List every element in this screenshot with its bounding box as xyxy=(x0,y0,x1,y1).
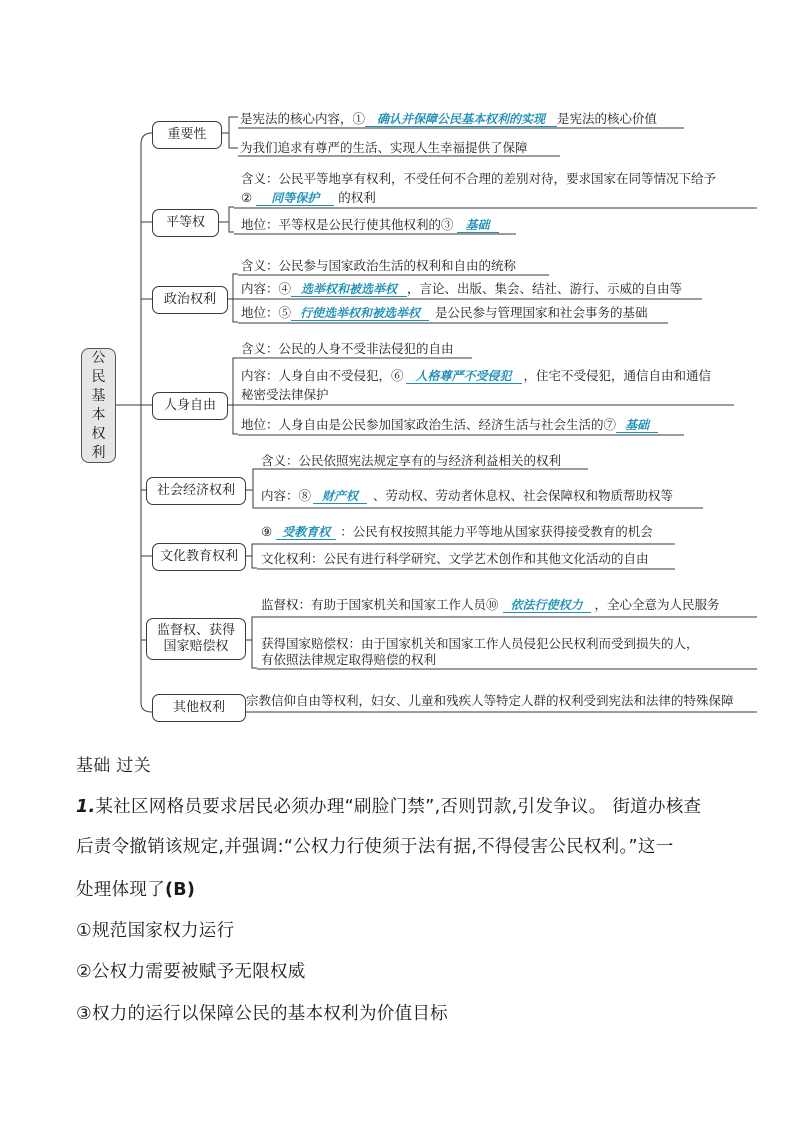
supervision-line-2: 获得国家赔偿权：由于国家机关和国家工作人员侵犯公民权利而受到损失的人， xyxy=(261,636,699,651)
answer-4: 选举权和被选举权 xyxy=(291,283,407,297)
node-culture xyxy=(152,543,246,571)
other-line-1: 宗教信仰自由等权利，妇女、儿童和残疾人等特定人群的权利受到宪法和法律的特殊保障 xyxy=(246,693,734,708)
node-social-label: 社会经济权利 xyxy=(156,483,235,498)
political-line-2: 内容：④ 选举权和被选举权 ，言论、出版、集会、结社、游行、示威的自由等 xyxy=(241,281,683,296)
node-political-label: 政治权利 xyxy=(163,292,216,307)
node-culture-label: 文化教育权利 xyxy=(159,549,238,564)
equality-line-3: 地位：平等权是公民行使其他权利的③ 基础 xyxy=(241,217,499,233)
answer-6: 人格尊严不受侵犯 xyxy=(406,370,522,384)
answer-5: 行使选举权和被选举权 xyxy=(291,307,429,321)
question-answer: (B) xyxy=(165,880,196,900)
political-line-3: 地位：⑤ 行使选举权和被选举权 是公民参与管理国家和社会事务的基础 xyxy=(241,305,648,320)
equality-line-1: 含义：公民平等地享有权利，不受任何不合理的差别对待，要求国家在同等情况下给予 xyxy=(241,171,717,186)
importance-line-1: 是宪法的核心内容，① 确认并保障公民基本权利的实现 是宪法的核心价值 xyxy=(240,111,658,126)
root-label: 公民基本权利 xyxy=(91,349,106,461)
option-1: ①规范国家权力运行 xyxy=(76,921,235,941)
node-importance-label: 重要性 xyxy=(167,127,207,142)
question-line-2: 后责令撤销该规定,并强调:“公权力行使须于法有据,不得侵害公民权利。”这一 xyxy=(76,837,674,857)
node-supervision-label-1: 监督权、获得 xyxy=(156,623,235,638)
answer-9: 受教育权 xyxy=(276,526,336,540)
answer-10: 依法行使权力 xyxy=(503,599,591,613)
supervision-line-3: 有依照法律规定取得赔偿的权利 xyxy=(261,652,437,667)
node-other xyxy=(152,694,246,722)
question-number: 1. xyxy=(76,797,96,817)
person-line-3: 秘密受法律保护 xyxy=(241,387,329,402)
section-title: 基础 过关 xyxy=(76,756,151,776)
person-line-1: 含义：公民的人身不受非法侵犯的自由 xyxy=(241,341,454,356)
option-2: ②公权力需要被赋予无限权威 xyxy=(76,962,306,982)
person-line-2: 内容：人身自由不受侵犯，⑥ 人格尊严不受侵犯 ，住宅不受侵犯，通信自由和通信 xyxy=(241,368,712,383)
option-3: ③权力的运行以保障公民的基本权利为价值目标 xyxy=(76,1004,448,1024)
answer-7: 基础 xyxy=(616,419,658,433)
culture-line-1: ⑨ 受教育权 ：公民有权按照其能力平等地从国家获得接受教育的机会 xyxy=(261,524,653,539)
node-person xyxy=(152,392,228,420)
answer-8: 财产权 xyxy=(313,490,367,504)
importance-line-2: 为我们追求有尊严的生活、实现人生幸福提供了保障 xyxy=(240,140,528,155)
answer-2: 同等保护 xyxy=(256,192,334,206)
supervision-line-1: 监督权：有助于国家机关和国家工作人员⑩ 依法行使权力 ，全心全意为人民服务 xyxy=(261,597,720,612)
social-line-1: 含义：公民依照宪法规定享有的与经济利益相关的权利 xyxy=(261,453,562,468)
mindmap-root xyxy=(81,348,116,463)
node-person-label: 人身自由 xyxy=(163,398,216,413)
node-social xyxy=(146,477,246,505)
question-line-3: 处理体现了(B) xyxy=(76,880,196,900)
node-supervision-label-2: 国家赔偿权 xyxy=(163,639,229,654)
node-equality xyxy=(152,209,219,237)
question-line-1: 1.某社区网格员要求居民必须办理“刷脸门禁”,否则罚款,引发争议。 街道办核查 xyxy=(76,797,702,817)
node-equality-label: 平等权 xyxy=(165,215,205,230)
node-importance xyxy=(152,121,222,149)
culture-line-2: 文化权利：公民有进行科学研究、文学艺术创作和其他文化活动的自由 xyxy=(261,551,649,566)
social-line-2: 内容：⑧ 财产权 、劳动权、劳动者休息权、社会保障权和物质帮助权等 xyxy=(261,488,674,503)
answer-3: 基础 xyxy=(457,219,499,233)
node-supervision xyxy=(146,618,246,660)
political-line-1: 含义：公民参与国家政治生活的权利和自由的统称 xyxy=(241,258,517,273)
equality-line-2: ② 同等保护 的权利 xyxy=(241,190,376,205)
node-other-label: 其他权利 xyxy=(172,700,225,715)
node-political xyxy=(152,286,228,314)
person-line-4: 地位：人身自由是公民参加国家政治生活、经济生活与社会生活的⑦ 基础 xyxy=(241,417,658,433)
answer-1: 确认并保障公民基本权利的实现 xyxy=(365,113,557,127)
